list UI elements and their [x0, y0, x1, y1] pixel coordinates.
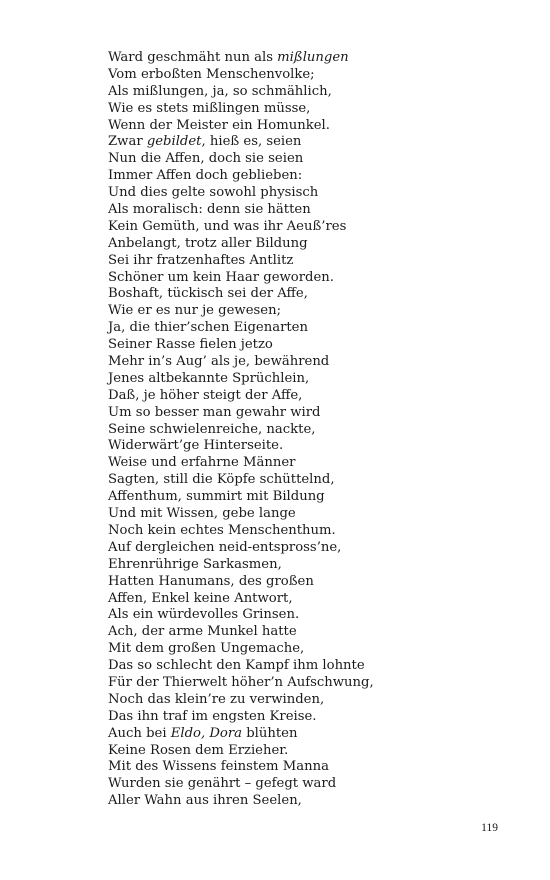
- poem-line: [108, 743, 374, 760]
- poem-line-text: Kein Gemüth, und was ihr Aeuß’res: [108, 218, 347, 234]
- poem-line: [108, 422, 374, 439]
- poem-line: [108, 624, 374, 641]
- poem-line-text: Seine schwielenreiche, nackte,: [108, 421, 316, 437]
- poem-line: [108, 168, 374, 185]
- poem-line-text: Für der Thierwelt höher’n Aufschwung,: [108, 674, 374, 690]
- poem-line: [108, 793, 374, 810]
- poem-line-text: Wie es stets mißlingen müsse,: [108, 100, 311, 116]
- poem-line-emphasis: gebildet: [146, 134, 202, 150]
- poem-line-text: Zwar: [108, 134, 147, 150]
- poem-line-text: Auch bei: [108, 725, 171, 741]
- poem-line-text: Mit dem großen Ungemache,: [108, 641, 305, 657]
- poem-line-text: Immer Affen doch geblieben:: [108, 168, 303, 184]
- poem-line: [108, 692, 374, 709]
- poem-line-text: Affen, Enkel keine Antwort,: [108, 590, 293, 606]
- poem-line: [108, 337, 374, 354]
- poem-line-text: Als moralisch: denn sie hätten: [108, 202, 311, 218]
- poem-line: [108, 574, 374, 591]
- poem-line-text: Als ein würdevolles Grinsen.: [108, 607, 300, 623]
- poem-line: [108, 134, 374, 151]
- poem-line-text: Mit des Wissens feinstem Manna: [108, 759, 329, 775]
- poem-line-text: Ehrenrührige Sarkasmen,: [108, 556, 282, 572]
- poem-line-text: Boshaft, tückisch sei der Affe,: [108, 286, 308, 302]
- poem-line: [108, 438, 374, 455]
- poem-line-text: Um so besser man gewahr wird: [108, 404, 321, 420]
- poem-line-text: Wurden sie genährt – gefegt ward: [108, 776, 337, 792]
- poem-line: [108, 472, 374, 489]
- poem-line: [108, 354, 374, 371]
- poem-line-text: Ja, die thier’schen Eigenarten: [108, 320, 308, 336]
- poem-line: [108, 84, 374, 101]
- poem-line-emphasis: mißlungen: [277, 50, 349, 65]
- poem-line-text: Anbelangt, trotz aller Bildung: [108, 235, 308, 251]
- poem-line: [108, 523, 374, 540]
- poem-line-text: Hatten Hanumans, des großen: [108, 573, 314, 589]
- poem-line: [108, 726, 374, 743]
- poem-line: [108, 118, 374, 135]
- poem-line-text: Aller Wahn aus ihren Seelen,: [108, 793, 302, 809]
- poem-line: [108, 236, 374, 253]
- poem-line: [108, 455, 374, 472]
- poem-line: [108, 675, 374, 692]
- poem-line: [108, 607, 374, 624]
- page-number: 119: [481, 822, 498, 834]
- poem-line-text: Jenes altbekannte Sprüchlein,: [108, 370, 310, 386]
- poem-line-text: Als mißlungen, ja, so schmählich,: [108, 83, 332, 99]
- poem-line: [108, 405, 374, 422]
- poem-line: [108, 388, 374, 405]
- poem-line: [108, 50, 374, 67]
- poem-line-text: Und mit Wissen, gebe lange: [108, 506, 296, 522]
- poem-line: [108, 489, 374, 506]
- poem-line: [108, 557, 374, 574]
- poem-line: [108, 270, 374, 287]
- poem-line: [108, 286, 374, 303]
- poem-line: [108, 371, 374, 388]
- poem-line: [108, 101, 374, 118]
- poem-line-text: Ach, der arme Munkel hatte: [108, 624, 297, 640]
- poem-line: [108, 759, 374, 776]
- poem-line-text: Sagten, still die Köpfe schüttelnd,: [108, 472, 335, 488]
- poem-line-text: Affenthum, summirt mit Bildung: [108, 489, 325, 505]
- poem-line: [108, 709, 374, 726]
- poem-line-text: Vom erboßten Menschenvolke;: [108, 66, 315, 82]
- poem-line-text: Widerwärt’ge Hinterseite.: [108, 438, 284, 454]
- poem-line-emphasis: Eldo, Dora: [170, 725, 243, 741]
- poem-line: [108, 641, 374, 658]
- poem-line: [108, 202, 374, 219]
- poem-line-text: Mehr in’s Aug’ als je, bewährend: [108, 354, 330, 370]
- poem-line-text: Keine Rosen dem Erzieher.: [108, 742, 289, 758]
- poem-line: [108, 303, 374, 320]
- poem-line-text: Weise und erfahrne Männer: [108, 455, 296, 471]
- poem-text-block: [108, 50, 374, 810]
- poem-line-text: , hieß es, seien: [201, 134, 302, 150]
- poem-line: [108, 219, 374, 236]
- poem-line-text: Das so schlecht den Kampf ihm lohnte: [108, 658, 365, 674]
- poem-line: [108, 506, 374, 523]
- poem-line: [108, 185, 374, 202]
- poem-line-text: Das ihn traf im engsten Kreise.: [108, 708, 317, 724]
- poem-line-text: Wenn der Meister ein Homunkel.: [108, 117, 330, 133]
- poem-line: [108, 67, 374, 84]
- poem-line: [108, 658, 374, 675]
- poem-line-text: Daß, je höher steigt der Affe,: [108, 387, 303, 403]
- poem-line-text: Noch kein echtes Menschenthum.: [108, 522, 336, 538]
- poem-line: [108, 540, 374, 557]
- poem-line: [108, 776, 374, 793]
- poem-line: [108, 151, 374, 168]
- poem-line-text: Wie er es nur je gewesen;: [108, 303, 282, 319]
- poem-line-text: blühten: [242, 725, 298, 741]
- poem-line: [108, 591, 374, 608]
- poem-line-text: Und dies gelte sowohl physisch: [108, 185, 319, 201]
- poem-line-text: Auf dergleichen neid-entspross’ne,: [108, 539, 342, 555]
- poem-line-text: Noch das klein’re zu verwinden,: [108, 691, 325, 707]
- poem-line-text: Seiner Rasse fielen jetzo: [108, 337, 273, 353]
- poem-line-text: Ward geschmäht nun als: [108, 50, 278, 65]
- poem-line: [108, 253, 374, 270]
- poem-line-text: Sei ihr fratzenhaftes Antlitz: [108, 252, 294, 268]
- poem-line-text: Nun die Affen, doch sie seien: [108, 151, 304, 167]
- poem-line-text: Schöner um kein Haar geworden.: [108, 269, 334, 285]
- poem-line: [108, 320, 374, 337]
